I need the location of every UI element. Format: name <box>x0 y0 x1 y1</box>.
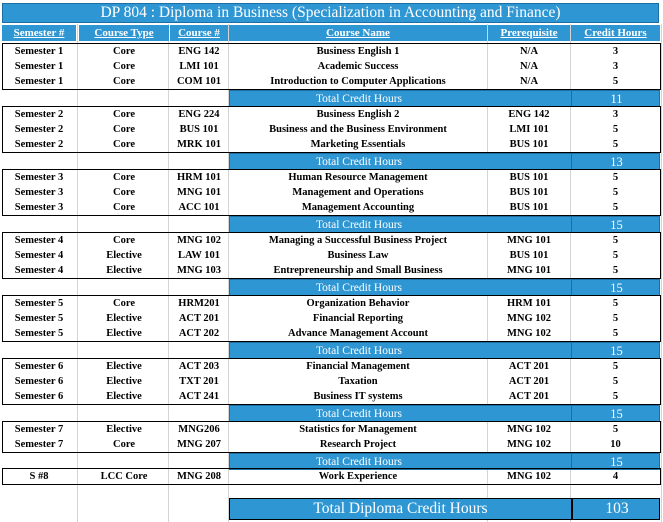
course-number-cell: TXT 201 <box>179 376 219 387</box>
semester-cell: Semester 4 <box>14 265 64 276</box>
course-type-cell: Elective <box>106 376 142 387</box>
semester-cell: Semester 5 <box>14 298 64 309</box>
course-type-cell: Elective <box>106 361 142 372</box>
credit-hours-cell: 5 <box>612 361 619 372</box>
course-type-cell: Elective <box>106 391 142 402</box>
semester-total-row <box>229 342 660 359</box>
credit-hours-cell: 5 <box>612 202 619 213</box>
total-credit-hours-label: Total Credit Hours <box>315 282 403 294</box>
course-name-cell: Research Project <box>319 439 397 450</box>
total-credit-hours-value: 15 <box>571 343 661 358</box>
course-number-cell: MRK 101 <box>176 139 222 150</box>
credit-hours-cell: 5 <box>612 424 619 435</box>
semester-cell: Semester 7 <box>14 439 64 450</box>
semester-cell: Semester 1 <box>14 46 64 57</box>
course-name-cell: Statistics for Management <box>299 424 417 435</box>
total-credit-hours-value: 15 <box>571 406 661 421</box>
course-type-cell: Core <box>113 202 135 213</box>
course-type-cell: Core <box>113 298 135 309</box>
total-credit-hours-value: 15 <box>571 280 661 295</box>
course-number-cell: HRM201 <box>178 298 220 309</box>
grand-total-row <box>229 498 660 520</box>
course-type-cell: Elective <box>106 328 142 339</box>
header-course-type: Course Type <box>79 25 169 41</box>
prerequisite-cell: ACT 201 <box>508 361 550 372</box>
course-number-cell: MNG 103 <box>176 265 222 276</box>
total-credit-hours-label: Total Credit Hours <box>315 408 403 420</box>
semester-total-row <box>229 405 660 422</box>
credit-hours-cell: 5 <box>612 124 619 135</box>
semester-total-row <box>229 279 660 296</box>
course-number-cell: MNG 208 <box>176 471 222 482</box>
course-name-cell: Business Law <box>327 250 389 261</box>
course-type-cell: Elective <box>106 250 142 261</box>
course-type-cell: Elective <box>106 313 142 324</box>
course-name-cell: Human Resource Management <box>288 172 428 183</box>
semester-cell: Semester 1 <box>14 61 64 72</box>
credit-hours-cell: 5 <box>612 187 619 198</box>
semester-total-row <box>229 90 660 107</box>
total-credit-hours-value: 15 <box>571 454 661 469</box>
prerequisite-cell: MNG 101 <box>506 235 552 246</box>
credit-hours-cell: 5 <box>612 313 619 324</box>
grand-total-value: 103 <box>571 499 661 519</box>
credit-hours-cell: 5 <box>612 139 619 150</box>
credit-hours-cell: 3 <box>612 61 619 72</box>
course-number-cell: ACT 201 <box>178 313 220 324</box>
credit-hours-cell: 5 <box>612 376 619 387</box>
course-type-cell: Core <box>113 139 135 150</box>
credit-hours-cell: 4 <box>612 471 619 482</box>
semester-cell: Semester 5 <box>14 313 64 324</box>
semester-cell: Semester 2 <box>14 139 64 150</box>
semester-total-row <box>229 153 660 170</box>
prerequisite-cell: LMI 101 <box>509 124 549 135</box>
semester-cell: Semester 7 <box>14 424 64 435</box>
semester-cell: Semester 2 <box>14 109 64 120</box>
course-name-cell: Management Accounting <box>301 202 415 213</box>
course-name-cell: Work Experience <box>318 471 398 482</box>
course-type-cell: Core <box>113 187 135 198</box>
prerequisite-cell: N/A <box>519 76 539 87</box>
course-name-cell: Managing a Successful Business Project <box>268 235 448 246</box>
course-type-cell: Core <box>113 235 135 246</box>
prerequisite-cell: MNG 102 <box>506 328 552 339</box>
total-credit-hours-label: Total Credit Hours <box>315 93 403 105</box>
prerequisite-cell: MNG 102 <box>506 439 552 450</box>
prerequisite-cell: BUS 101 <box>509 202 549 213</box>
prerequisite-cell: N/A <box>519 46 539 57</box>
prerequisite-cell: ACT 201 <box>508 391 550 402</box>
credit-hours-cell: 5 <box>612 391 619 402</box>
course-name-cell: Taxation <box>338 376 378 387</box>
gridline <box>661 24 662 522</box>
course-name-cell: Financial Reporting <box>312 313 404 324</box>
course-type-cell: Core <box>113 439 135 450</box>
prerequisite-cell: BUS 101 <box>509 172 549 183</box>
total-credit-hours-value: 11 <box>571 91 661 106</box>
semester-cell: Semester 3 <box>14 187 64 198</box>
semester-cell: Semester 1 <box>14 76 64 87</box>
course-number-cell: ACT 241 <box>178 391 220 402</box>
course-name-cell: Financial Management <box>306 361 410 372</box>
semester-cell: Semester 6 <box>14 391 64 402</box>
course-number-cell: MNG 207 <box>176 439 222 450</box>
credit-hours-cell: 5 <box>612 298 619 309</box>
course-name-cell: Academic Success <box>317 61 399 72</box>
total-credit-hours-label: Total Credit Hours <box>315 456 403 468</box>
credit-hours-cell: 5 <box>612 235 619 246</box>
credit-hours-cell: 5 <box>612 172 619 183</box>
header-semester: Semester # <box>2 25 76 41</box>
semester-cell: Semester 3 <box>14 172 64 183</box>
credit-hours-cell: 5 <box>612 265 619 276</box>
course-type-cell: Elective <box>106 265 142 276</box>
semester-total-row <box>229 216 660 233</box>
course-name-cell: Management and Operations <box>292 187 424 198</box>
course-name-cell: Organization Behavior <box>306 298 410 309</box>
diploma-title: DP 804 : Diploma in Business (Specialization in Accounting and Finance) <box>2 3 659 23</box>
prerequisite-cell: MNG 101 <box>506 265 552 276</box>
total-credit-hours-label: Total Credit Hours <box>315 156 403 168</box>
semester-cell: Semester 6 <box>14 361 64 372</box>
course-name-cell: Marketing Essentials <box>310 139 406 150</box>
course-number-cell: ACT 202 <box>178 328 220 339</box>
course-type-cell: Core <box>113 124 135 135</box>
course-type-cell: Elective <box>106 424 142 435</box>
semester-cell: Semester 5 <box>14 328 64 339</box>
header-prerequisite: Prerequisite <box>488 25 570 41</box>
credit-hours-cell: 3 <box>612 109 619 120</box>
prerequisite-cell: MNG 102 <box>506 471 552 482</box>
credit-hours-cell: 5 <box>612 328 619 339</box>
course-type-cell: Core <box>113 61 135 72</box>
grand-total-label: Total Diploma Credit Hours <box>313 500 488 517</box>
course-number-cell: ENG 224 <box>178 109 220 120</box>
total-credit-hours-value: 13 <box>571 154 661 169</box>
course-number-cell: MNG 101 <box>176 187 222 198</box>
course-name-cell: Introduction to Computer Applications <box>270 76 446 87</box>
course-number-cell: LMI 101 <box>179 61 219 72</box>
course-number-cell: LAW 101 <box>177 250 221 261</box>
prerequisite-cell: ACT 201 <box>508 376 550 387</box>
course-number-cell: ACC 101 <box>178 202 220 213</box>
course-name-cell: Business IT systems <box>313 391 403 402</box>
course-number-cell: ACT 203 <box>178 361 220 372</box>
semester-cell: Semester 4 <box>14 250 64 261</box>
semester-cell: S #8 <box>29 471 49 482</box>
course-name-cell: Business English 1 <box>316 46 400 57</box>
header-course-number: Course # <box>170 25 228 41</box>
prerequisite-cell: BUS 101 <box>509 139 549 150</box>
total-credit-hours-label: Total Credit Hours <box>315 345 403 357</box>
total-credit-hours-value: 15 <box>571 217 661 232</box>
course-name-cell: Business and the Business Environment <box>269 124 447 135</box>
course-number-cell: MNG206 <box>178 424 220 435</box>
course-name-cell: Entrepreneurship and Small Business <box>273 265 443 276</box>
credit-hours-cell: 5 <box>612 76 619 87</box>
course-number-cell: COM 101 <box>176 76 222 87</box>
prerequisite-cell: MNG 102 <box>506 424 552 435</box>
course-number-cell: HRM 101 <box>176 172 222 183</box>
course-name-cell: Advance Management Account <box>288 328 428 339</box>
course-type-cell: Core <box>113 172 135 183</box>
credit-hours-cell: 10 <box>610 439 621 450</box>
semester-cell: Semester 2 <box>14 124 64 135</box>
course-type-cell: LCC Core <box>100 471 148 482</box>
prerequisite-cell: N/A <box>519 61 539 72</box>
prerequisite-cell: ENG 142 <box>508 109 550 120</box>
course-type-cell: Core <box>113 109 135 120</box>
course-name-cell: Business English 2 <box>316 109 400 120</box>
course-type-cell: Core <box>113 46 135 57</box>
credit-hours-cell: 3 <box>612 46 619 57</box>
course-number-cell: MNG 102 <box>176 235 222 246</box>
credit-hours-cell: 5 <box>612 250 619 261</box>
total-credit-hours-label: Total Credit Hours <box>315 219 403 231</box>
semester-cell: Semester 3 <box>14 202 64 213</box>
prerequisite-cell: MNG 102 <box>506 313 552 324</box>
course-type-cell: Core <box>113 76 135 87</box>
header-course-name: Course Name <box>229 25 487 41</box>
prerequisite-cell: BUS 101 <box>509 250 549 261</box>
semester-cell: Semester 4 <box>14 235 64 246</box>
course-number-cell: BUS 101 <box>179 124 219 135</box>
prerequisite-cell: HRM 101 <box>506 298 552 309</box>
header-credit-hours: Credit Hours <box>571 25 660 41</box>
course-number-cell: ENG 142 <box>178 46 220 57</box>
semester-cell: Semester 6 <box>14 376 64 387</box>
prerequisite-cell: BUS 101 <box>509 187 549 198</box>
